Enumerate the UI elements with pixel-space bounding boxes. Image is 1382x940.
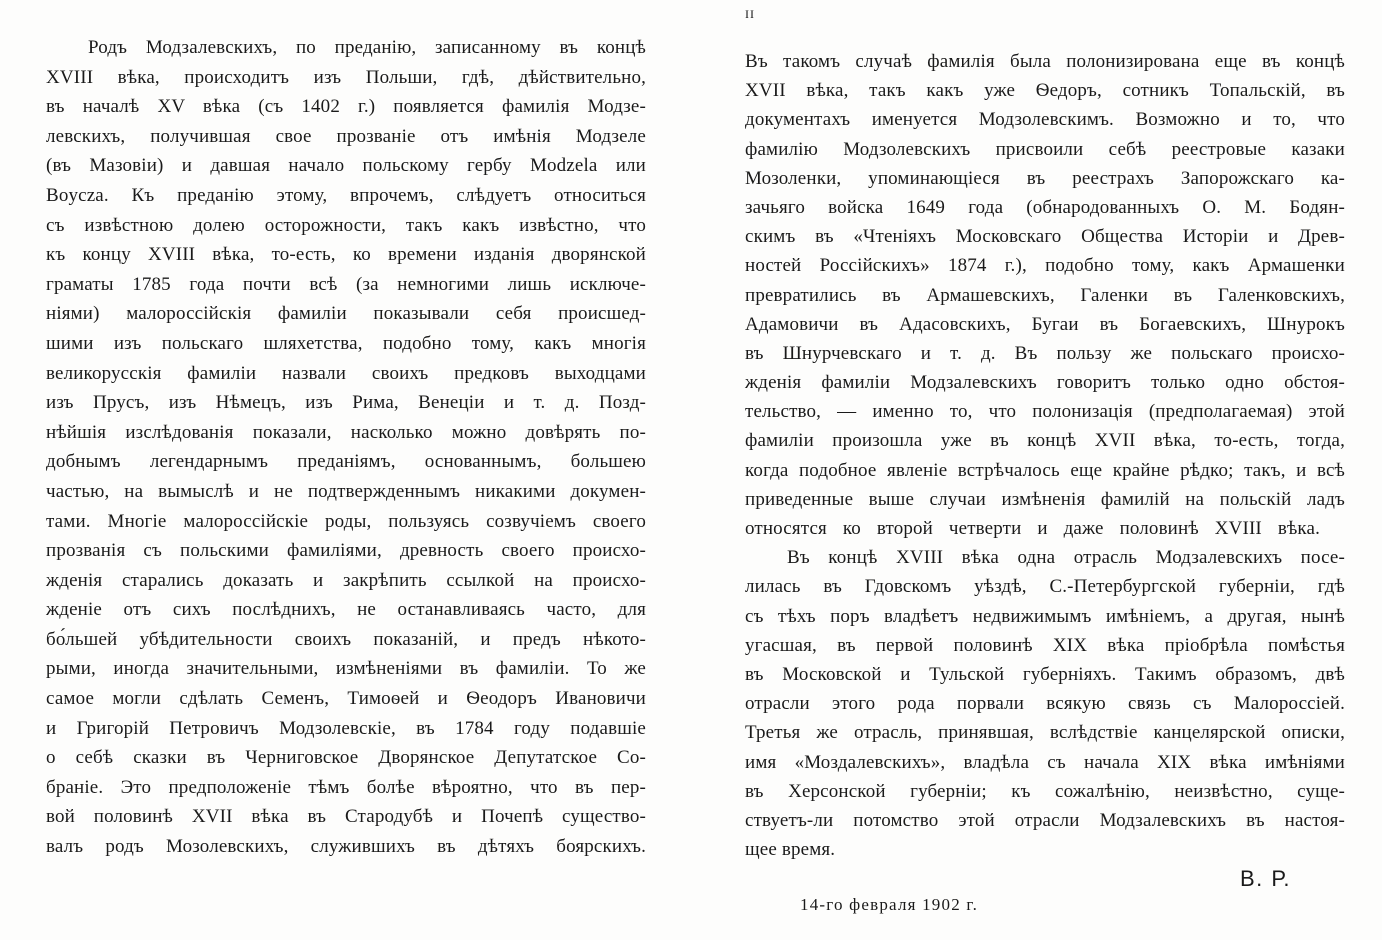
text-line: документахъ именуется Модзолевскимъ. Возможно и то, что [745, 109, 1345, 131]
text-line: жденіе отъ сихъ послѣднихъ, не останавливаясь часто, для [46, 599, 646, 621]
text-line: великорусскія фамиліи назвали своихъ предковъ выходцами [46, 362, 646, 384]
text-line: вой половинѣ XVII вѣка въ Стародубѣ и Почепѣ существо- [46, 806, 646, 828]
text-line: отрасли этого рода порвали всякую связь съ Малороссіей. [745, 693, 1345, 715]
text-line: относятся ко второй четверти и даже половинѣ XVIII вѣка. [745, 518, 1320, 539]
text-line: изъ Прусъ, изъ Нѣмецъ, изъ Рима, Венеціи и т. д. Позд- [46, 392, 646, 414]
text-line: въ началѣ XV вѣка (съ 1402 г.) появляется фамилія Модзе- [46, 96, 646, 118]
text-line: добнымъ легендарнымъ преданіямъ, основаннымъ, большею [46, 451, 646, 473]
text-line: валъ родъ Мозолевскихъ, служившихъ въ дѣтяхъ боярскихъ. [46, 836, 646, 858]
text-line: зачьяго войска 1649 года (обнародованныхъ О. М. Бодян- [745, 196, 1345, 218]
text-line: шими изъ польскаго шляхетства, подобно тому, какъ многія [46, 332, 646, 354]
page-number: II [745, 7, 755, 21]
text-line: Адамовичи въ Адасовскихъ, Бугаи въ Богаевскихъ, Шнурокъ [745, 313, 1345, 335]
text-line: рыми, иногда значительными, измѣненіями въ фамиліи. То же [46, 658, 646, 680]
text-line: превратились въ Армашевскихъ, Галенки въ Галенковскихъ, [745, 284, 1345, 306]
text-line: скимъ въ «Чтеніяхъ Московскаго Общества Исторіи и Древ- [745, 226, 1345, 248]
text-line: Boycza. Къ преданію этому, впрочемъ, слѣдуетъ относиться [46, 184, 646, 206]
left-page-text [46, 33, 646, 862]
text-line: въ Московской и Тульской губерніяхъ. Такимъ образомъ, двѣ [745, 663, 1345, 685]
text-line: левскихъ, получившая свое прозваніе отъ имѣнія Модзеле [46, 125, 646, 147]
text-line: въ Шнурчевскаго и т. д. Въ пользу же польскаго происхо- [745, 342, 1345, 364]
text-line: приведенные выше случаи измѣненія фамилій на польскій ладъ [745, 488, 1345, 510]
text-line: ніями) малороссійскія фамиліи показывали себя происшед- [46, 303, 646, 325]
text-line: браніе. Это предположеніе тѣмъ болѣе вѣроятно, что въ пер- [46, 776, 646, 798]
text-line: Родъ Модзалевскихъ, по преданію, записанному въ концѣ [88, 37, 646, 58]
text-line: ностей Россійскихъ» 1874 г.), подобно тому, какъ Армашенки [745, 255, 1345, 277]
text-line: XVII вѣка, такъ какъ уже Ѳедоръ, сотникъ Топальскій, въ [745, 80, 1345, 102]
author-initials: В. Р. [1240, 866, 1292, 891]
text-line: (въ Мазовіи) и давшая начало польскому гербу Modzela или [46, 155, 646, 177]
text-line: о себѣ сказки въ Черниговское Дворянское Депутатское Со- [46, 747, 646, 769]
text-line: жденія старались доказать и закрѣпить ссылкой на происхо- [46, 569, 646, 591]
text-line: бо́льшей убѣдительности своихъ показаній, и предъ нѣкото- [46, 628, 646, 650]
text-line: Третья же отрасль, принявшая, вслѣдствіе канцелярской описки, [745, 722, 1345, 744]
text-line: самое могли сдѣлать Семенъ, Тимоѳей и Ѳеодоръ Ивановичи [46, 688, 646, 710]
date-line: 14-го февраля 1902 г. [800, 895, 979, 914]
text-line: когда подобное явленіе встрѣчалось еще крайне рѣдко; такъ, и всѣ [745, 459, 1345, 481]
text-line: съ извѣстною долею осторожности, такъ какъ извѣстно, что [46, 214, 646, 236]
text-line: имя «Моздалевскихъ», владѣла съ начала XIX вѣка имѣніями [745, 751, 1345, 773]
text-line: нѣйшія изслѣдованія показали, насколько можно довѣрять по- [46, 421, 646, 443]
text-line: щее время. [745, 839, 836, 861]
text-line: Мозоленки, упоминающіеся въ реестрахъ Запорожскаго ка- [745, 167, 1345, 189]
text-line: въ Херсонской губерніи; къ сожалѣнію, неизвѣстно, суще- [745, 780, 1345, 802]
text-line: тами. Многіе малороссійскіе роды, пользуясь созвучіемъ своего [46, 510, 646, 532]
text-line: ствуетъ-ли потомство этой отрасли Модзалевскихъ въ настоя- [745, 809, 1345, 831]
text-line: угасшая, въ первой половинѣ XIX вѣка пріобрѣла помѣстья [745, 634, 1345, 656]
right-page-text [745, 47, 1345, 864]
text-line: Въ концѣ XVIII вѣка одна отрасль Модзалевскихъ посе- [787, 547, 1345, 569]
text-line: XVIII вѣка, происходитъ изъ Польши, гдѣ, дѣйствительно, [46, 66, 646, 88]
text-line: Въ такомъ случаѣ фамилія была полонизирована еще въ концѣ [745, 51, 1345, 72]
text-line: жденія фамиліи Модзалевскихъ говоритъ только одно обстоя- [745, 372, 1345, 394]
text-line: къ концу XVIII вѣка, то-есть, ко времени изданія дворянской [46, 244, 646, 266]
text-line: прозванія съ польскими фамиліями, древность своего происхо- [46, 540, 646, 562]
text-line: и Григорій Петровичъ Модзолевскіе, въ 1784 году подавшіе [46, 717, 646, 739]
text-line: тельство, — именно то, что полонизація (предполагаемая) этой [745, 401, 1345, 423]
text-line: фамиліи произошла уже въ концѣ XVII вѣка, то-есть, тогда, [745, 430, 1345, 452]
text-line: фамилію Модзолевскихъ присвоили себѣ реестровые казаки [745, 138, 1345, 160]
text-line: граматы 1785 года почти всѣ (за немногими лишь исключе- [46, 273, 646, 295]
text-line: частью, на вымыслѣ и не подтвержденнымъ никакими докумен- [46, 480, 646, 502]
text-line: съ тѣхъ поръ владѣетъ недвижимымъ имѣніемъ, а другая, нынѣ [745, 605, 1345, 627]
text-line: лилась въ Гдовскомъ уѣздѣ, С.-Петербургской губерніи, гдѣ [745, 576, 1345, 598]
